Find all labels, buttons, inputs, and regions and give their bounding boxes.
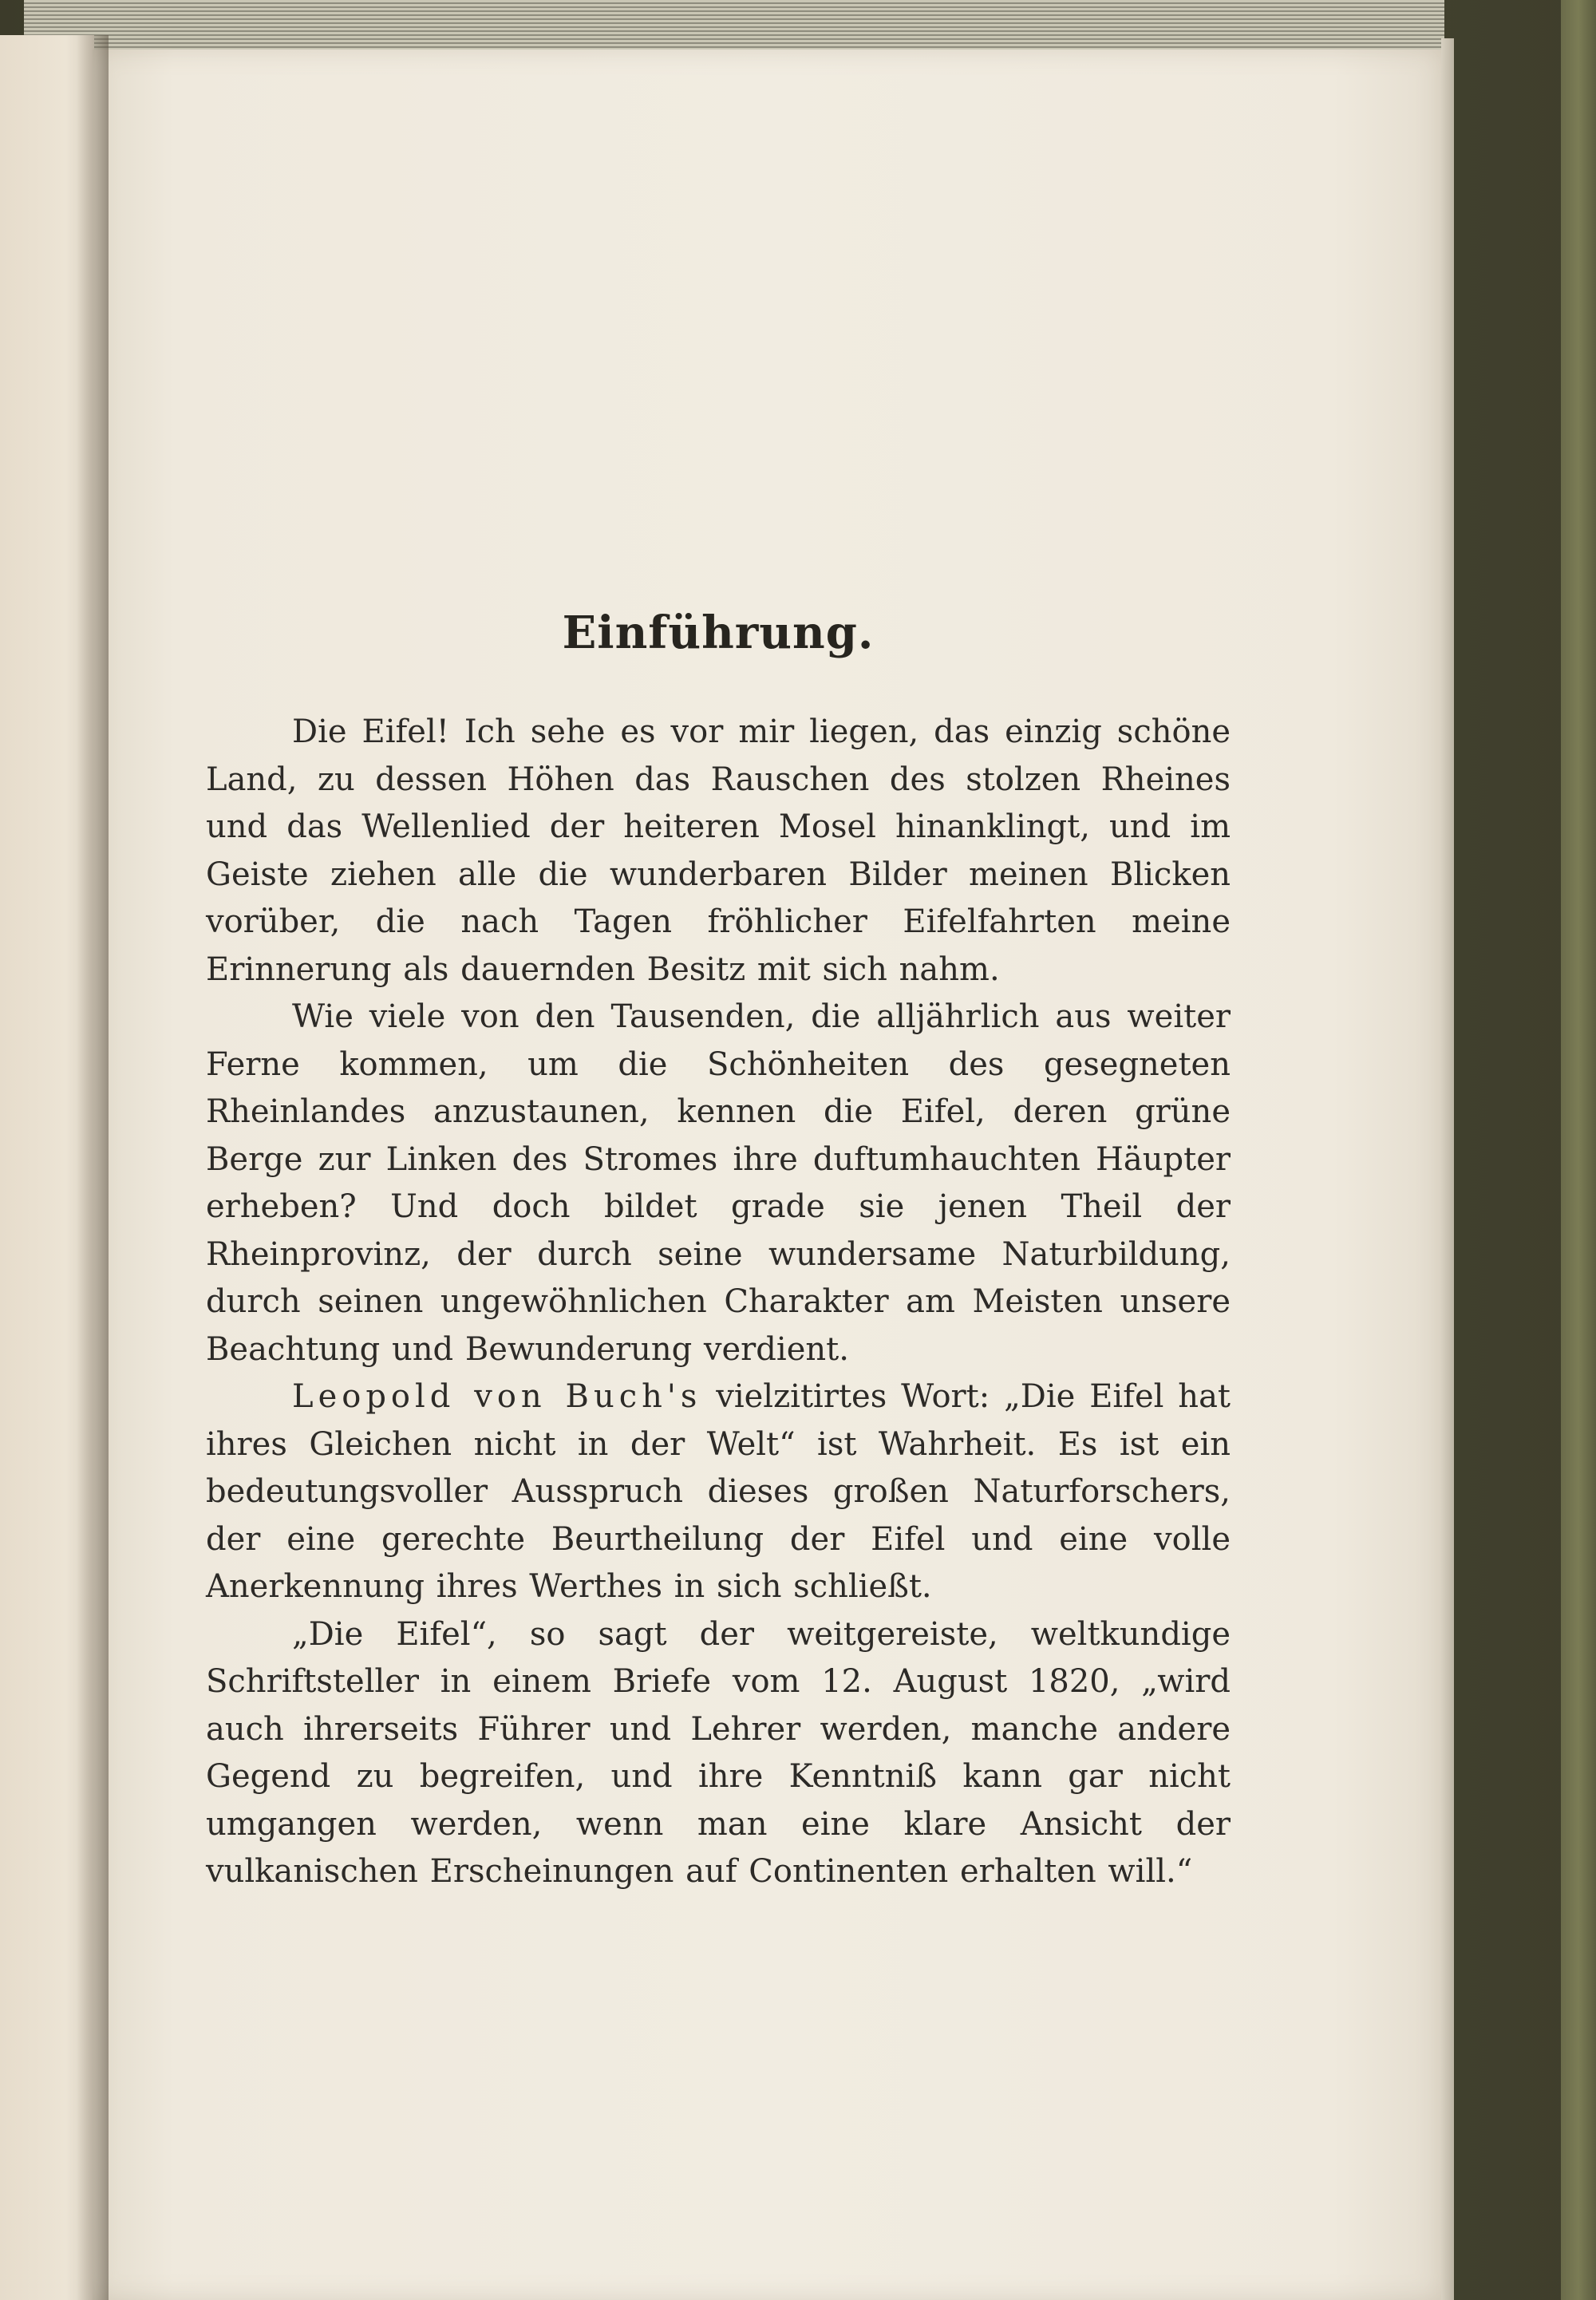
book-gutter xyxy=(77,35,109,2300)
paragraph-4: „Die Eifel“, so sagt der weitgereiste, weltkundige Schriftsteller in einem Briefe vom 12. August 1820, „wird auch ihrerseits Führer und Lehrer werden, manche andere Gegend zu begreifen, und ihre Kenntniß kann gar nicht umgangen werden, wenn man eine klare Ansicht der vulkanischen Erscheinungen auf Continenten erhalten will.“ xyxy=(206,1615,1231,1890)
page-fore-edge xyxy=(1441,38,1454,2300)
page-text-block xyxy=(206,607,1231,1896)
paragraph-1: Die Eifel! Ich sehe es vor mir liegen, das einzig schöne Land, zu dessen Höhen das Rauschen des stolzen Rheines und das Wellenlied der heiteren Mosel hinanklingt, und im Geiste ziehen alle die wunderbaren Bilder meinen Blicken vorüber, die nach Tagen fröhlicher Eifelfahrten meine Erinnerung als dauernden Besitz mit sich nahm. xyxy=(206,713,1231,988)
page-stack-edges xyxy=(24,0,1444,49)
book-cover-edge xyxy=(1561,0,1596,2300)
paragraph-3 xyxy=(206,1373,1231,1611)
chapter-heading: Einführung. xyxy=(562,607,875,659)
paragraph-3-text: vielzitirtes Wort: „Die Eifel hat ihres Gleichen nicht in der Welt“ ist Wahrheit. Es ist ein bedeutungsvoller Ausspruch dieses großen Naturforschers, der eine gerechte Beurtheilung der Eifel und eine volle Anerkennung ihres Werthes in sich schließt. xyxy=(206,1378,1231,1605)
paragraph-2: Wie viele von den Tausenden, die alljährlich aus weiter Ferne kommen, um die Schönheiten des gesegneten Rheinlandes anzustaunen, kennen die Eifel, deren grüne Berge zur Linken des Stromes ihre duftumhauchten Häupter erheben? Und doch bildet grade sie jenen Theil der Rheinprovinz, der durch seine wundersame Naturbildung, durch seinen ungewöhnlichen Charakter am Meisten unsere Beachtung und Bewunderung verdient. xyxy=(206,998,1231,1368)
author-name: Leopold von Buch's xyxy=(292,1378,702,1415)
